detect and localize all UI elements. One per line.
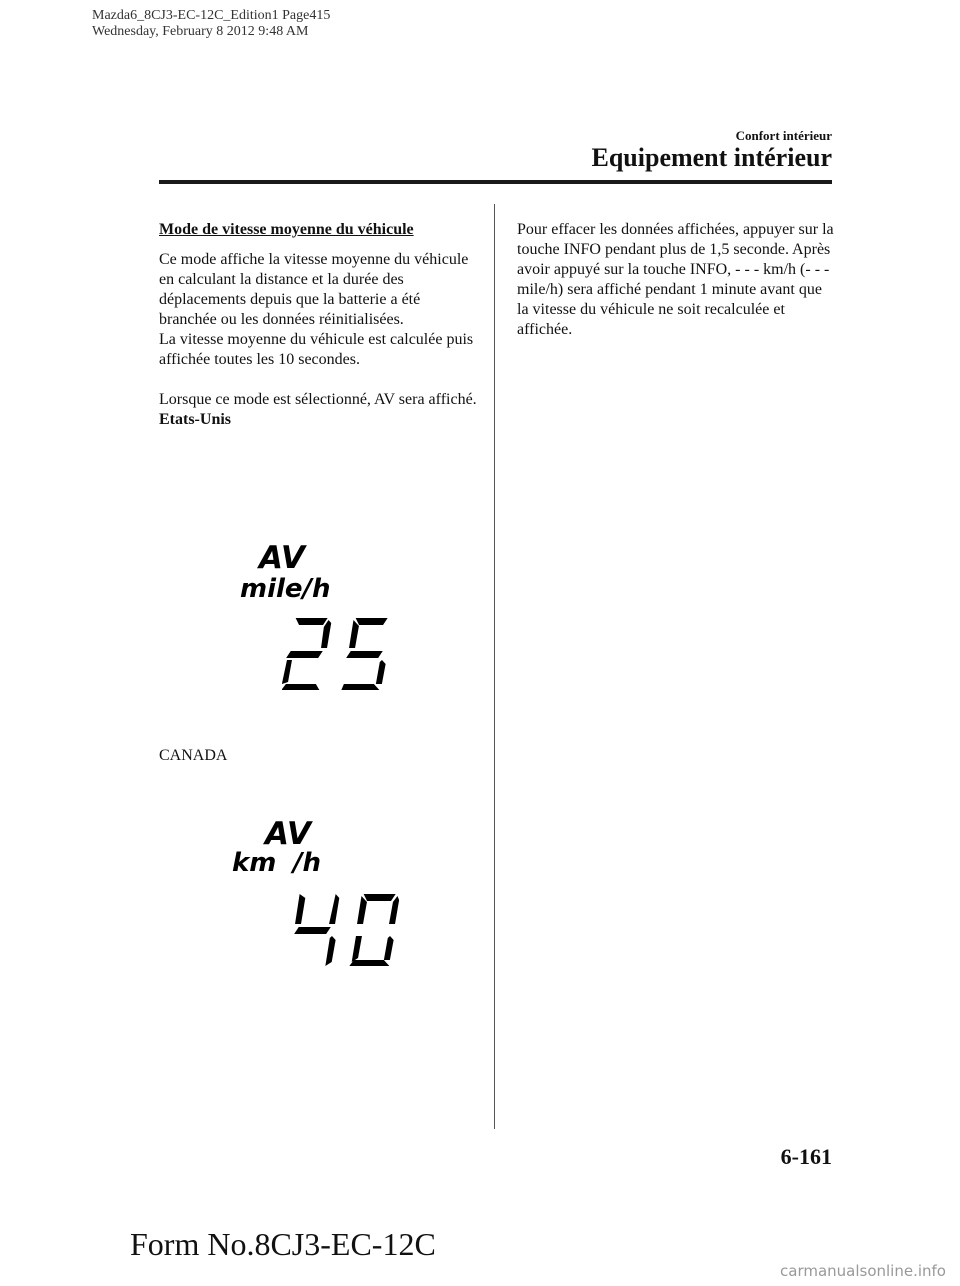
us-display-mode-label: AV — [259, 540, 305, 576]
column-divider — [494, 204, 495, 1129]
form-number: Form No.8CJ3-EC-12C — [130, 1226, 436, 1262]
label-canada: CANADA — [159, 747, 228, 764]
print-info-line2: Wednesday, February 8 2012 9:48 AM — [92, 24, 309, 39]
section-label: Confort intérieur — [735, 128, 832, 143]
paragraph-description: Ce mode affiche la vitesse moyenne du véhicule en calculant la distance et la durée des déplacements depuis que la batterie a été branchée ou les données réinitialisées. — [159, 251, 469, 328]
print-info-line1: Mazda6_8CJ3-EC-12C_Edition1 Page415 — [92, 8, 331, 23]
print-info — [92, 8, 330, 40]
canada-display-mode-label: AV — [265, 816, 311, 852]
canada-display-unit-km: km — [232, 848, 277, 878]
canada-display-unit-per-hour: /h — [293, 848, 322, 878]
subsection-heading: Mode de vitesse moyenne du véhicule — [159, 221, 414, 238]
left-column — [159, 220, 479, 430]
us-display-digits — [282, 614, 392, 692]
page-number: 6-161 — [780, 1144, 832, 1169]
us-display-unit-label: mile/h — [240, 574, 331, 604]
canada-display-digits — [290, 890, 400, 968]
paragraph-av-display: Lorsque ce mode est sélectionné, AV sera affiché. — [159, 391, 477, 408]
paragraph-update-interval: La vitesse moyenne du véhicule est calculée puis affichée toutes les 10 secondes. — [159, 331, 474, 368]
section-title: Equipement intérieur — [591, 143, 832, 172]
paragraph-reset-instructions: Pour effacer les données affichées, appuyer sur la touche INFO pendant plus de 1,5 seconde. Après avoir appuyé sur la touche INFO, - - - km/h (- - - mile/h) sera affiché pendant 1 minute avant que la vitesse du véhicule ne soit recalculée et affichée. — [517, 221, 834, 338]
right-column — [517, 220, 837, 340]
label-etats-unis: Etats-Unis — [159, 411, 232, 428]
watermark: carmanualsonline.info — [780, 1262, 946, 1280]
header-rule — [159, 180, 832, 184]
